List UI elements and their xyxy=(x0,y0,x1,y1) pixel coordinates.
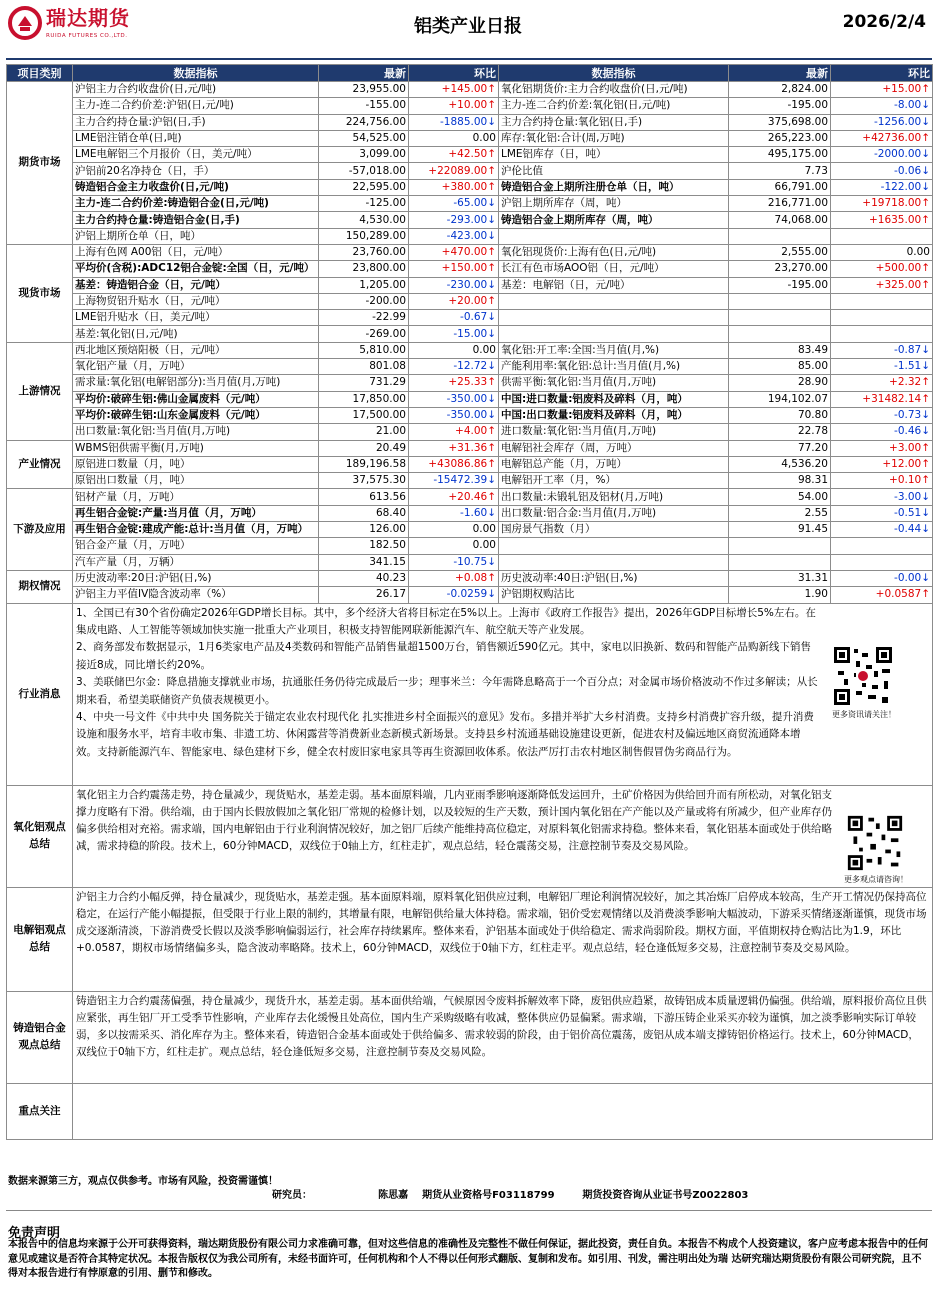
indicator-left-cell: 铝合金产量（月，万吨） xyxy=(73,538,319,554)
latest-right-cell: 375,698.00 xyxy=(729,114,831,130)
view-category-aluminium: 电解铝观点总结 xyxy=(7,887,73,991)
table-row xyxy=(7,212,933,228)
indicator-right-cell: 产能利用率:氧化铝:总计:当月值(月,%) xyxy=(499,359,729,375)
indicator-right-cell: 铸造铝合金上期所库存（周，吨） xyxy=(499,212,729,228)
latest-right-cell: 2,555.00 xyxy=(729,244,831,260)
indicator-right-cell: 库存:氧化铝:合计(周,万吨) xyxy=(499,130,729,146)
latest-right-cell: 265,223.00 xyxy=(729,130,831,146)
change-left-cell: +0.08↑ xyxy=(409,570,499,586)
table-row xyxy=(7,277,933,293)
table-body xyxy=(7,82,933,604)
category-cell: 下游及应用 xyxy=(7,489,73,570)
data-table xyxy=(6,64,933,1140)
table-row xyxy=(7,407,933,423)
category-cell: 期权情况 xyxy=(7,570,73,603)
change-right-cell: -1256.00↓ xyxy=(831,114,933,130)
latest-right-cell: -195.00 xyxy=(729,98,831,114)
category-cell: 期货市场 xyxy=(7,82,73,245)
change-left-cell: +20.46↑ xyxy=(409,489,499,505)
indicator-left-cell: 主力-连二合约价差:铸造铝合金(日,元/吨) xyxy=(73,196,319,212)
change-right-cell: -3.00↓ xyxy=(831,489,933,505)
indicator-left-cell: LME铝注销仓单(日,吨) xyxy=(73,130,319,146)
view-category-casting: 铸造铝合金观点总结 xyxy=(7,991,73,1083)
latest-right-cell xyxy=(729,326,831,342)
view-row-alumina xyxy=(7,785,933,887)
change-right-cell: +325.00↑ xyxy=(831,277,933,293)
latest-right-cell xyxy=(729,228,831,244)
latest-left-cell: 17,500.00 xyxy=(319,407,409,423)
change-left-cell: -350.00↓ xyxy=(409,407,499,423)
indicator-left-cell: 原铝进口数量（月，吨） xyxy=(73,456,319,472)
latest-right-cell: 495,175.00 xyxy=(729,147,831,163)
indicator-right-cell: 历史波动率:40日:沪铝(日,%) xyxy=(499,570,729,586)
change-left-cell: +25.33↑ xyxy=(409,375,499,391)
change-left-cell: -1885.00↓ xyxy=(409,114,499,130)
change-right-cell: +0.10↑ xyxy=(831,473,933,489)
table-row xyxy=(7,342,933,358)
table-row xyxy=(7,130,933,146)
indicator-left-cell: 西北地区预焙阳极（日，元/吨） xyxy=(73,342,319,358)
table-row xyxy=(7,163,933,179)
table-row xyxy=(7,375,933,391)
change-right-cell: -0.44↓ xyxy=(831,522,933,538)
latest-left-cell: 26.17 xyxy=(319,587,409,603)
latest-right-cell: 85.00 xyxy=(729,359,831,375)
latest-left-cell: 182.50 xyxy=(319,538,409,554)
risk-notice: 数据来源第三方，观点仅供参考。市场有风险，投资需谨慎！ xyxy=(8,1176,278,1187)
latest-left-cell: 40.23 xyxy=(319,570,409,586)
latest-right-cell: 74,068.00 xyxy=(729,212,831,228)
change-left-cell: 0.00 xyxy=(409,130,499,146)
table-row xyxy=(7,293,933,309)
latest-right-cell: 2,824.00 xyxy=(729,82,831,98)
latest-left-cell: 68.40 xyxy=(319,505,409,521)
latest-right-cell: 4,536.20 xyxy=(729,456,831,472)
col-header-latest: 最新 xyxy=(319,65,409,82)
view-row-aluminium xyxy=(7,887,933,991)
indicator-right-cell: 供需平衡:氧化铝:当月值(月,万吨) xyxy=(499,375,729,391)
brand-subtitle: RUIDA FUTURES CO.,LTD. xyxy=(46,33,128,39)
latest-left-cell: 801.08 xyxy=(319,359,409,375)
table-row xyxy=(7,98,933,114)
indicator-right-cell: 沪铝上期所库存（周，吨） xyxy=(499,196,729,212)
indicator-right-cell: 出口数量:铝合金:当月值(月,万吨) xyxy=(499,505,729,521)
report-date: 2026/2/4 xyxy=(842,12,926,32)
change-right-cell: -0.73↓ xyxy=(831,407,933,423)
indicator-left-cell: 平均价:破碎生铝:佛山金属废料（元/吨） xyxy=(73,391,319,407)
table-row xyxy=(7,228,933,244)
change-left-cell: -1.60↓ xyxy=(409,505,499,521)
table-row xyxy=(7,310,933,326)
latest-right-cell xyxy=(729,538,831,554)
indicator-right-cell: 国房景气指数（月） xyxy=(499,522,729,538)
latest-left-cell: 341.15 xyxy=(319,554,409,570)
table-row xyxy=(7,179,933,195)
indicator-right-cell: 主力合约持仓量:氧化铝(日,手) xyxy=(499,114,729,130)
latest-left-cell: -269.00 xyxy=(319,326,409,342)
col-header-category: 项目类别 xyxy=(7,65,73,82)
commentary-body xyxy=(7,603,933,1139)
indicator-left-cell: 主力合约持仓量:铸造铝合金(日,手) xyxy=(73,212,319,228)
latest-left-cell: 1,205.00 xyxy=(319,277,409,293)
table-row xyxy=(7,554,933,570)
latest-left-cell: 224,756.00 xyxy=(319,114,409,130)
latest-left-cell: 23,800.00 xyxy=(319,261,409,277)
change-left-cell: -230.00↓ xyxy=(409,277,499,293)
indicator-left-cell: 沪铝前20名净持仓（日，手） xyxy=(73,163,319,179)
news-qr-caption: 更多资讯请关注！ xyxy=(832,710,896,719)
table-row xyxy=(7,114,933,130)
change-right-cell: +1635.00↑ xyxy=(831,212,933,228)
disclaimer-title: 免责声明 xyxy=(8,1226,61,1241)
focus-category: 重点关注 xyxy=(7,1083,73,1139)
change-right-cell: +31482.14↑ xyxy=(831,391,933,407)
change-right-cell: +0.0587↑ xyxy=(831,587,933,603)
col-header-indicator-2: 数据指标 xyxy=(499,65,729,82)
col-header-change-2: 环比 xyxy=(831,65,933,82)
change-left-cell: 0.00 xyxy=(409,538,499,554)
category-cell: 上游情况 xyxy=(7,342,73,440)
change-right-cell: -0.46↓ xyxy=(831,424,933,440)
latest-right-cell: 98.31 xyxy=(729,473,831,489)
change-right-cell: -122.00↓ xyxy=(831,179,933,195)
change-right-cell: -2000.00↓ xyxy=(831,147,933,163)
latest-left-cell: 23,760.00 xyxy=(319,244,409,260)
latest-right-cell: 91.45 xyxy=(729,522,831,538)
change-left-cell: +31.36↑ xyxy=(409,440,499,456)
view-text-casting: 铸造铝主力合约震荡偏强，持仓量减少，现货升水，基差走弱。基本面供给端，气候原因令废料拆解效率下降，废铝供应趋紧，故铸铝成本质量逻辑仍偏强。供给端，原料报价高位且供应紧张，再生铝厂开工受季节性影响，产业库存去化缓慢且处高位，国内生产采购级略有收减，整体供应仍显偏紧。需求端，下游压铸企业采买亦较为谨慎，加之淡季影响实际订单较弱，多以按需采买、消化库存为主。整体来看，铸造铝合金基本面或处于供给偏多、需求较弱的阶段，由于铝价高位震荡，废铝从成本端支撑铸铝价格运行。技术上，60分钟MACD，双线位于0轴下方，红柱走扩。观点总结，轻仓逢低短多交易，注意控制节奏及交易风险。 xyxy=(73,991,933,1083)
latest-right-cell: 28.90 xyxy=(729,375,831,391)
indicator-left-cell: 汽车产量（月，万辆） xyxy=(73,554,319,570)
change-left-cell: -0.0259↓ xyxy=(409,587,499,603)
view-row-casting xyxy=(7,991,933,1083)
latest-left-cell: 3,099.00 xyxy=(319,147,409,163)
change-left-cell: +20.00↑ xyxy=(409,293,499,309)
table-row xyxy=(7,196,933,212)
latest-right-cell xyxy=(729,554,831,570)
table-row xyxy=(7,587,933,603)
news-qr-block xyxy=(832,645,896,720)
change-right-cell xyxy=(831,228,933,244)
indicator-right-cell xyxy=(499,326,729,342)
latest-left-cell: 20.49 xyxy=(319,440,409,456)
change-right-cell: +12.00↑ xyxy=(831,456,933,472)
indicator-left-cell: 基差:氧化铝(日,元/吨) xyxy=(73,326,319,342)
change-right-cell xyxy=(831,293,933,309)
table-row xyxy=(7,489,933,505)
indicator-left-cell: 沪铝上期所仓单（日，吨） xyxy=(73,228,319,244)
latest-left-cell: 21.00 xyxy=(319,424,409,440)
latest-right-cell: 77.20 xyxy=(729,440,831,456)
view-category-alumina: 氧化铝观点总结 xyxy=(7,785,73,887)
indicator-right-cell: 电解铝开工率（月，%） xyxy=(499,473,729,489)
analyst-info: 研究员： 陈思嘉 期货从业资格号F03118799 期货投资咨询从业证书号Z0022803 xyxy=(272,1190,749,1201)
header-divider xyxy=(6,58,932,60)
latest-right-cell: 22.78 xyxy=(729,424,831,440)
latest-left-cell: -22.99 xyxy=(319,310,409,326)
indicator-right-cell: 中国:进口数量:铝废料及碎料（月，吨） xyxy=(499,391,729,407)
indicator-right-cell: 铸造铝合金上期所注册仓单（日，吨） xyxy=(499,179,729,195)
indicator-left-cell: 再生铝合金锭:产量:当月值（月，万吨） xyxy=(73,505,319,521)
change-left-cell: -65.00↓ xyxy=(409,196,499,212)
change-left-cell: 0.00 xyxy=(409,342,499,358)
change-right-cell: -1.51↓ xyxy=(831,359,933,375)
latest-right-cell: 23,270.00 xyxy=(729,261,831,277)
change-left-cell: +10.00↑ xyxy=(409,98,499,114)
indicator-left-cell: 沪铝主力合约收盘价(日,元/吨) xyxy=(73,82,319,98)
latest-left-cell: 17,850.00 xyxy=(319,391,409,407)
change-right-cell xyxy=(831,554,933,570)
qr-code-icon xyxy=(832,645,894,707)
indicator-right-cell: 主力-连二合约价差:氧化铝(日,元/吨) xyxy=(499,98,729,114)
col-header-indicator: 数据指标 xyxy=(73,65,319,82)
latest-right-cell: 83.49 xyxy=(729,342,831,358)
latest-right-cell: 1.90 xyxy=(729,587,831,603)
indicator-left-cell: 历史波动率:20日:沪铝(日,%) xyxy=(73,570,319,586)
news-category: 行业消息 xyxy=(7,603,73,785)
change-left-cell: -423.00↓ xyxy=(409,228,499,244)
view-qr-caption: 更多观点请咨询！ xyxy=(844,875,908,884)
latest-right-cell: 7.73 xyxy=(729,163,831,179)
change-left-cell: -15.00↓ xyxy=(409,326,499,342)
latest-left-cell: -57,018.00 xyxy=(319,163,409,179)
change-right-cell: -0.00↓ xyxy=(831,570,933,586)
qr-code-icon xyxy=(844,814,906,872)
focus-row xyxy=(7,1083,933,1139)
indicator-right-cell: 长江有色市场AOO铝（日，元/吨） xyxy=(499,261,729,277)
latest-right-cell: 194,102.07 xyxy=(729,391,831,407)
indicator-right-cell: 沪伦比值 xyxy=(499,163,729,179)
latest-left-cell: 5,810.00 xyxy=(319,342,409,358)
change-left-cell: +145.00↑ xyxy=(409,82,499,98)
indicator-left-cell: 主力合约持仓量:沪铝(日,手) xyxy=(73,114,319,130)
brand-name: 瑞达期货 xyxy=(46,6,130,30)
change-left-cell: +42.50↑ xyxy=(409,147,499,163)
latest-left-cell: 150,289.00 xyxy=(319,228,409,244)
change-left-cell: -15472.39↓ xyxy=(409,473,499,489)
change-right-cell: +500.00↑ xyxy=(831,261,933,277)
indicator-right-cell: LME铝库存（日，吨） xyxy=(499,147,729,163)
indicator-right-cell: 电解铝社会库存（周，万吨） xyxy=(499,440,729,456)
indicator-right-cell: 进口数量:氧化铝:当月值(月,万吨) xyxy=(499,424,729,440)
category-cell: 现货市场 xyxy=(7,244,73,342)
indicator-right-cell: 氧化铝现货价:上海有色(日,元/吨) xyxy=(499,244,729,260)
change-left-cell: -10.75↓ xyxy=(409,554,499,570)
change-right-cell xyxy=(831,538,933,554)
latest-left-cell: -155.00 xyxy=(319,98,409,114)
focus-text xyxy=(73,1083,933,1139)
latest-right-cell: 2.55 xyxy=(729,505,831,521)
table-row xyxy=(7,326,933,342)
change-left-cell: +470.00↑ xyxy=(409,244,499,260)
change-right-cell: 0.00 xyxy=(831,244,933,260)
change-right-cell: -0.51↓ xyxy=(831,505,933,521)
change-right-cell: +3.00↑ xyxy=(831,440,933,456)
table-row xyxy=(7,147,933,163)
news-row xyxy=(7,603,933,785)
table-row xyxy=(7,456,933,472)
view-text-alumina: 氧化铝主力合约震荡走势，持仓量减少，现货贴水，基差走弱。基本面原料端，几内亚雨季影响逐渐降低发运回升，土矿价格因为供给回升而有所松动，对氧化铝支撑力度略有下滑。供给端，由于国内长假放假加之氧化铝厂常规的检修计划，以及较短的生产天数，预计国内氧化铝在产产能以及产量或将有所减少，但产业库存仍偏多供给相对充裕。需求端，国内电解铝由于行业利润情况较好，加之铝厂后续产能维持高位稳定，对原料氧化铝需求持稳。整体来看，氧化铝基本面或处于供给略减，需求持稳的阶段。技术上，60分钟MACD，双线位于0轴上方，红柱走扩，观点总结，轻仓震荡交易，注意控制节奏及交易风险。 xyxy=(73,785,933,887)
latest-right-cell xyxy=(729,293,831,309)
change-left-cell: +380.00↑ xyxy=(409,179,499,195)
indicator-left-cell: LME电解铝三个月报价（日，美元/吨） xyxy=(73,147,319,163)
latest-left-cell: 189,196.58 xyxy=(319,456,409,472)
page-title: 铝类产业日报 xyxy=(414,16,522,37)
change-left-cell: +150.00↑ xyxy=(409,261,499,277)
col-header-latest-2: 最新 xyxy=(729,65,831,82)
report-header xyxy=(0,0,936,62)
indicator-right-cell: 电解铝总产能（月，万吨） xyxy=(499,456,729,472)
indicator-right-cell: 沪铝期权购沽比 xyxy=(499,587,729,603)
change-left-cell: -293.00↓ xyxy=(409,212,499,228)
change-right-cell: +2.32↑ xyxy=(831,375,933,391)
latest-right-cell: 70.80 xyxy=(729,407,831,423)
latest-left-cell: 22,595.00 xyxy=(319,179,409,195)
latest-right-cell xyxy=(729,310,831,326)
indicator-right-cell xyxy=(499,228,729,244)
change-right-cell: -0.06↓ xyxy=(831,163,933,179)
change-left-cell: -350.00↓ xyxy=(409,391,499,407)
news-text: 1、全国已有30个省份确定2026年GDP增长目标。其中，多个经济大省将目标定在5%以上。上海市《政府工作报告》提出，2026年GDP目标增长5%左右。在集成电路、人工智能等领域加快实施一批重大产业项目，积极支持智能网联新能源汽车、航空航天等产业发展。 2、商务部发布数据显示，1月6类家电产品及4类数码和智能产品销售量超1500万台，销售额近590亿元。其中，家电以旧换新、数码和智能产品购新线下销售接近8成，同比增长约20%。 3、美联储巴尔金：降息措施支撑就业市场，抗通胀任务仍待完成最后一步；理事米兰：今年需降息略高于一个百分点；对金属市场价格波动不作过多解读；从长期来看，希望美联储资产负债表规模更小。 4、中央一号文件《中共中央 国务院关于锚定农业农村现代化 扎实推进乡村全面振兴的意见》发布。多措并举扩大乡村消费。支持乡村消费扩容升级，提升消费设施和服务水平，培育丰收市集、非遗工坊、休闲露营等消费新业态新模式新场景。支持县乡村流通基础设施建设更新，促进农村及偏远地区商贸流通降本增效。支持新能源汽车、智能家电、绿色建材下乡，健全农村废旧家电家具等再生资源回收体系。依法严厉打击农村地区制售假冒伪劣商品行为。 xyxy=(73,603,933,785)
indicator-left-cell: 氧化铝产量（月，万吨） xyxy=(73,359,319,375)
change-right-cell: +19718.00↑ xyxy=(831,196,933,212)
table-row xyxy=(7,261,933,277)
indicator-right-cell xyxy=(499,538,729,554)
footer-divider xyxy=(6,1210,932,1211)
latest-left-cell: 126.00 xyxy=(319,522,409,538)
change-right-cell: -8.00↓ xyxy=(831,98,933,114)
view-qr-block xyxy=(844,814,908,885)
latest-left-cell: 23,955.00 xyxy=(319,82,409,98)
table-row xyxy=(7,359,933,375)
disclaimer-text: 本报告中的信息均来源于公开可获得资料，瑞达期货股份有限公司力求准确可靠，但对这些信息的准确性及完整性不做任何保证，据此投资，责任自负。本报告不构成个人投资建议，客户应考虑本报告中的任何意见或建议是否符合其特定状况。本报告版权仅为我公司所有，未经书面许可，任何机构和个人不得以任何形式翻版、复制和发布。如引用、刊发，需注明出处为瑞 达研究瑞达期货股份有限公司研究院，且不得对本报告进行有悖原意的引用、删节和修改。 xyxy=(8,1239,928,1279)
indicator-right-cell: 氧化铝期货价:主力合约收盘价(日,元/吨) xyxy=(499,82,729,98)
latest-left-cell: 54,525.00 xyxy=(319,130,409,146)
table-row xyxy=(7,440,933,456)
change-left-cell: -0.67↓ xyxy=(409,310,499,326)
indicator-left-cell: 沪铝主力平值IV隐含波动率（%） xyxy=(73,587,319,603)
change-right-cell xyxy=(831,326,933,342)
change-left-cell: +43086.86↑ xyxy=(409,456,499,472)
table-row xyxy=(7,391,933,407)
indicator-left-cell: LME铝升贴水（日，美元/吨） xyxy=(73,310,319,326)
latest-left-cell: -200.00 xyxy=(319,293,409,309)
indicator-left-cell: 原铝出口数量（月，吨） xyxy=(73,473,319,489)
indicator-left-cell: 平均价(含税):ADC12铝合金锭:全国（日，元/吨） xyxy=(73,261,319,277)
table-row xyxy=(7,424,933,440)
latest-right-cell: -195.00 xyxy=(729,277,831,293)
latest-right-cell: 216,771.00 xyxy=(729,196,831,212)
latest-left-cell: 731.29 xyxy=(319,375,409,391)
indicator-left-cell: 需求量:氧化铝(电解铝部分):当月值(月,万吨) xyxy=(73,375,319,391)
indicator-right-cell xyxy=(499,310,729,326)
table-row xyxy=(7,538,933,554)
indicator-left-cell: 铝材产量（月，万吨） xyxy=(73,489,319,505)
change-right-cell: +15.00↑ xyxy=(831,82,933,98)
indicator-left-cell: 基差：铸造铝合金（日，元/吨） xyxy=(73,277,319,293)
change-left-cell: -12.72↓ xyxy=(409,359,499,375)
col-header-change: 环比 xyxy=(409,65,499,82)
indicator-left-cell: 平均价:破碎生铝:山东金属废料（元/吨） xyxy=(73,407,319,423)
latest-right-cell: 31.31 xyxy=(729,570,831,586)
indicator-right-cell: 中国:出口数量:铝废料及碎料（月，吨） xyxy=(499,407,729,423)
latest-left-cell: 37,575.30 xyxy=(319,473,409,489)
indicator-right-cell xyxy=(499,554,729,570)
indicator-left-cell: 出口数量:氧化铝:当月值(月,万吨) xyxy=(73,424,319,440)
indicator-right-cell: 出口数量:未锻轧铝及铝材(月,万吨) xyxy=(499,489,729,505)
indicator-left-cell: 再生铝合金锭:建成产能:总计:当月值（月，万吨） xyxy=(73,522,319,538)
table-row xyxy=(7,244,933,260)
change-right-cell: +42736.00↑ xyxy=(831,130,933,146)
indicator-left-cell: 上海物贸铝升贴水（日，元/吨） xyxy=(73,293,319,309)
change-right-cell: -0.87↓ xyxy=(831,342,933,358)
table-row xyxy=(7,82,933,98)
table-row xyxy=(7,505,933,521)
indicator-right-cell: 氧化铝:开工率:全国:当月值(月,%) xyxy=(499,342,729,358)
change-left-cell: +22089.00↑ xyxy=(409,163,499,179)
table-row xyxy=(7,473,933,489)
latest-right-cell: 66,791.00 xyxy=(729,179,831,195)
table-header-row xyxy=(7,65,933,82)
view-text-aluminium: 沪铝主力合约小幅反弹，持仓量减少，现货贴水，基差走强。基本面原料端，原料氧化铝供应过剩，电解铝厂理论利润情况较好，加之其冶炼厂启停成本较高，生产开工情况仍保持高位稳定，在运行产能小幅提振，但受限于行业上限的制约，其增量有限，电解铝供给量大体持稳。需求端，铝价受宏观情绪以及消费淡季影响大幅波动，下游采买情绪逐渐谨慎，现货市场成交逐渐清淡，下游消费受长假以及淡季影响偏弱运行，社会库存持续累库。整体来看，沪铝基本面或处于供给稳定、需求尚弱阶段。期权方面，平值期权持仓购沽比为1.9，环比+0.0587，期权市场情绪偏多头，隐含波动率略降。技术上，60分钟MACD，双线位于0轴下方，红柱走平。观点总结，轻仓逢低短多交易，注意控制节奏及交易风险。 xyxy=(73,887,933,991)
indicator-left-cell: 上海有色网 A00铝（日，元/吨） xyxy=(73,244,319,260)
category-cell: 产业情况 xyxy=(7,440,73,489)
latest-left-cell: 4,530.00 xyxy=(319,212,409,228)
indicator-left-cell: 铸造铝合金主力收盘价(日,元/吨) xyxy=(73,179,319,195)
latest-left-cell: 613.56 xyxy=(319,489,409,505)
change-left-cell: 0.00 xyxy=(409,522,499,538)
indicator-left-cell: 主力-连二合约价差:沪铝(日,元/吨) xyxy=(73,98,319,114)
indicator-right-cell xyxy=(499,293,729,309)
indicator-left-cell: WBMS铝供需平衡(月,万吨) xyxy=(73,440,319,456)
indicator-right-cell: 基差：电解铝（日，元/吨） xyxy=(499,277,729,293)
latest-left-cell: -125.00 xyxy=(319,196,409,212)
change-left-cell: +4.00↑ xyxy=(409,424,499,440)
table-row xyxy=(7,570,933,586)
change-right-cell xyxy=(831,310,933,326)
table-row xyxy=(7,522,933,538)
latest-right-cell: 54.00 xyxy=(729,489,831,505)
